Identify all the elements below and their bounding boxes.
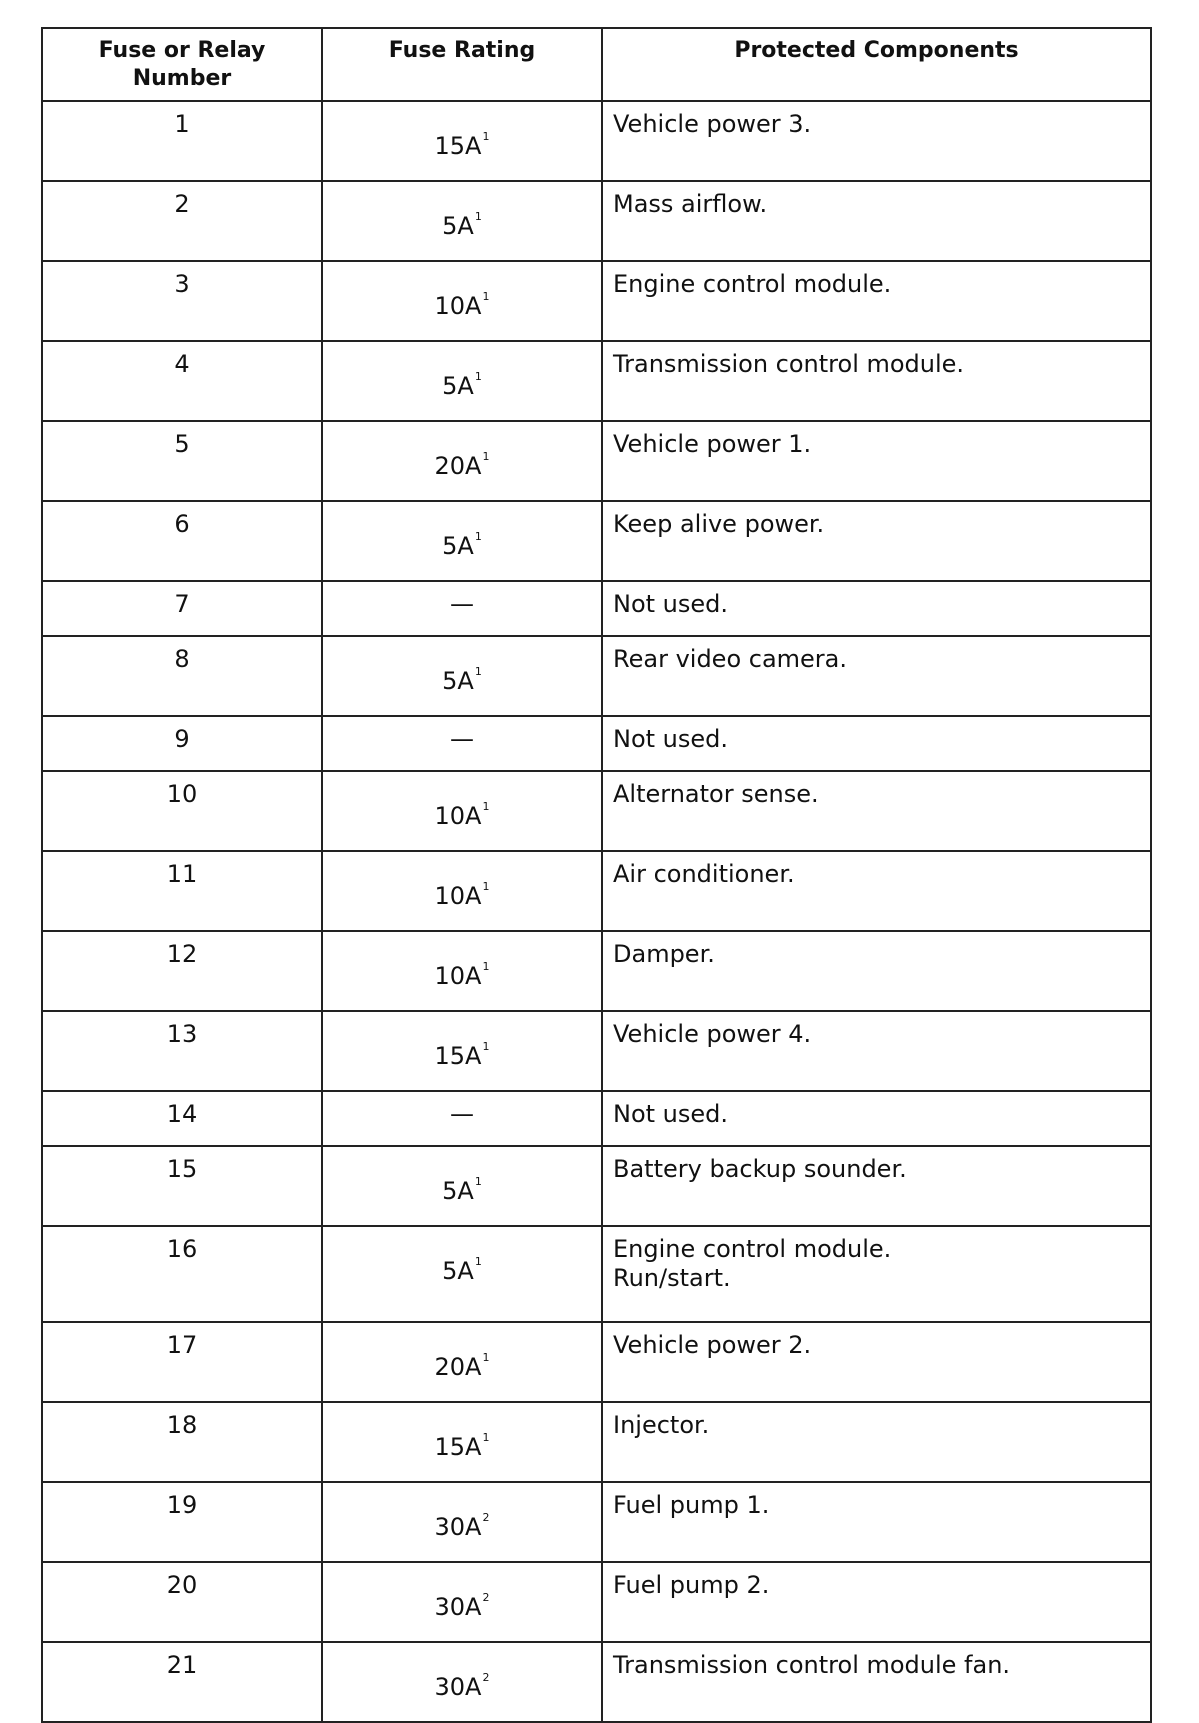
fuse-rating-value: 30A (434, 1593, 482, 1621)
table-row (42, 771, 1151, 851)
table-row (42, 1146, 1151, 1226)
footnote-marker: 1 (482, 1040, 490, 1053)
fuse-rating-cell (322, 1011, 602, 1091)
protected-components-cell: Damper. (602, 931, 1151, 1011)
header-fuse-rating: Fuse Rating (322, 28, 602, 101)
protected-components-cell: Fuel pump 1. (602, 1482, 1151, 1562)
fuse-rating-cell (322, 1091, 602, 1146)
fuse-number-cell: 10 (42, 771, 322, 851)
protected-components-cell: Keep alive power. (602, 501, 1151, 581)
protected-components-cell: Engine control module. Run/start. (602, 1226, 1151, 1322)
fuse-rating-value: 10A (434, 292, 482, 320)
footnote-marker: 2 (482, 1511, 490, 1524)
fuse-table (41, 27, 1152, 1723)
table-row (42, 1562, 1151, 1642)
footnote-marker: 1 (482, 880, 490, 893)
fuse-number-cell: 13 (42, 1011, 322, 1091)
table-row (42, 636, 1151, 716)
protected-components-cell: Vehicle power 4. (602, 1011, 1151, 1091)
fuse-rating-value: 30A (434, 1673, 482, 1701)
fuse-rating-value: 5A (442, 532, 474, 560)
fuse-rating-value: 5A (442, 372, 474, 400)
fuse-rating-cell (322, 581, 602, 636)
fuse-rating-cell (322, 1482, 602, 1562)
fuse-rating-cell (322, 501, 602, 581)
fuse-rating-value: 10A (434, 802, 482, 830)
fuse-number-cell: 20 (42, 1562, 322, 1642)
protected-components-cell: Transmission control module fan. (602, 1642, 1151, 1722)
fuse-number-cell: 3 (42, 261, 322, 341)
fuse-rating-value: 15A (434, 1433, 482, 1461)
fuse-number-cell: 21 (42, 1642, 322, 1722)
footnote-marker: 2 (482, 1671, 490, 1684)
table-row (42, 1322, 1151, 1402)
header-protected-components: Protected Components (602, 28, 1151, 101)
protected-components-cell: Transmission control module. (602, 341, 1151, 421)
fuse-rating-value: — (450, 725, 474, 753)
fuse-rating-value: 10A (434, 882, 482, 910)
table-row (42, 421, 1151, 501)
fuse-number-cell: 14 (42, 1091, 322, 1146)
fuse-rating-cell (322, 1322, 602, 1402)
fuse-rating-value: 10A (434, 962, 482, 990)
fuse-rating-value: 15A (434, 1042, 482, 1070)
fuse-rating-cell (322, 1226, 602, 1322)
fuse-rating-cell (322, 851, 602, 931)
fuse-number-cell: 4 (42, 341, 322, 421)
protected-components-cell: Alternator sense. (602, 771, 1151, 851)
fuse-number-cell: 8 (42, 636, 322, 716)
fuse-number-cell: 6 (42, 501, 322, 581)
protected-components-cell: Vehicle power 3. (602, 101, 1151, 181)
fuse-rating-value: — (450, 590, 474, 618)
table-row (42, 716, 1151, 771)
footnote-marker: 1 (482, 1351, 490, 1364)
footnote-marker: 1 (474, 665, 482, 678)
protected-components-cell: Fuel pump 2. (602, 1562, 1151, 1642)
fuse-rating-cell (322, 931, 602, 1011)
protected-components-cell: Vehicle power 1. (602, 421, 1151, 501)
protected-components-cell: Not used. (602, 716, 1151, 771)
table-row (42, 1402, 1151, 1482)
fuse-rating-value: 20A (434, 1353, 482, 1381)
table-row (42, 101, 1151, 181)
table-row (42, 931, 1151, 1011)
footnote-marker: 1 (482, 800, 490, 813)
fuse-rating-value: 30A (434, 1513, 482, 1541)
header-fuse-number: Fuse or Relay Number (42, 28, 322, 101)
fuse-rating-cell (322, 181, 602, 261)
fuse-rating-value: 5A (442, 1257, 474, 1285)
table-row (42, 1226, 1151, 1322)
fuse-rating-cell (322, 261, 602, 341)
fuse-number-cell: 17 (42, 1322, 322, 1402)
fuse-rating-cell (322, 1642, 602, 1722)
fuse-number-cell: 12 (42, 931, 322, 1011)
footnote-marker: 1 (482, 450, 490, 463)
table-row (42, 341, 1151, 421)
footnote-marker: 1 (482, 290, 490, 303)
footnote-marker: 1 (482, 130, 490, 143)
table-row (42, 261, 1151, 341)
fuse-rating-cell (322, 421, 602, 501)
footnote-marker: 1 (482, 960, 490, 973)
fuse-rating-value: 5A (442, 667, 474, 695)
table-row (42, 1011, 1151, 1091)
fuse-number-cell: 16 (42, 1226, 322, 1322)
fuse-rating-value: 5A (442, 212, 474, 240)
fuse-rating-cell (322, 1562, 602, 1642)
protected-components-cell: Vehicle power 2. (602, 1322, 1151, 1402)
fuse-number-cell: 5 (42, 421, 322, 501)
footnote-marker: 2 (482, 1591, 490, 1604)
footnote-marker: 1 (474, 1255, 482, 1268)
protected-components-cell: Not used. (602, 1091, 1151, 1146)
fuse-number-cell: 19 (42, 1482, 322, 1562)
fuse-rating-cell (322, 101, 602, 181)
fuse-rating-cell (322, 716, 602, 771)
footnote-marker: 1 (474, 210, 482, 223)
protected-components-cell: Not used. (602, 581, 1151, 636)
fuse-rating-cell (322, 636, 602, 716)
footnote-marker: 1 (474, 370, 482, 383)
table-row (42, 581, 1151, 636)
footnote-marker: 1 (474, 1175, 482, 1188)
protected-components-cell: Battery backup sounder. (602, 1146, 1151, 1226)
fuse-rating-value: — (450, 1100, 474, 1128)
fuse-number-cell: 15 (42, 1146, 322, 1226)
fuse-rating-value: 20A (434, 452, 482, 480)
fuse-number-cell: 2 (42, 181, 322, 261)
table-row (42, 181, 1151, 261)
footnote-marker: 1 (474, 530, 482, 543)
protected-components-cell: Rear video camera. (602, 636, 1151, 716)
fuse-number-cell: 7 (42, 581, 322, 636)
protected-components-cell: Injector. (602, 1402, 1151, 1482)
protected-components-cell: Mass airflow. (602, 181, 1151, 261)
fuse-number-cell: 9 (42, 716, 322, 771)
table-row (42, 1091, 1151, 1146)
protected-components-cell: Engine control module. (602, 261, 1151, 341)
header-row (42, 28, 1151, 101)
fuse-rating-cell (322, 1402, 602, 1482)
fuse-rating-value: 15A (434, 132, 482, 160)
fuse-rating-cell (322, 341, 602, 421)
fuse-number-cell: 1 (42, 101, 322, 181)
footnote-marker: 1 (482, 1431, 490, 1444)
fuse-number-cell: 11 (42, 851, 322, 931)
table-row (42, 851, 1151, 931)
fuse-rating-cell (322, 1146, 602, 1226)
table-row (42, 501, 1151, 581)
fuse-number-cell: 18 (42, 1402, 322, 1482)
protected-components-cell: Air conditioner. (602, 851, 1151, 931)
fuse-rating-cell (322, 771, 602, 851)
fuse-rating-value: 5A (442, 1177, 474, 1205)
table-row (42, 1642, 1151, 1722)
table-row (42, 1482, 1151, 1562)
